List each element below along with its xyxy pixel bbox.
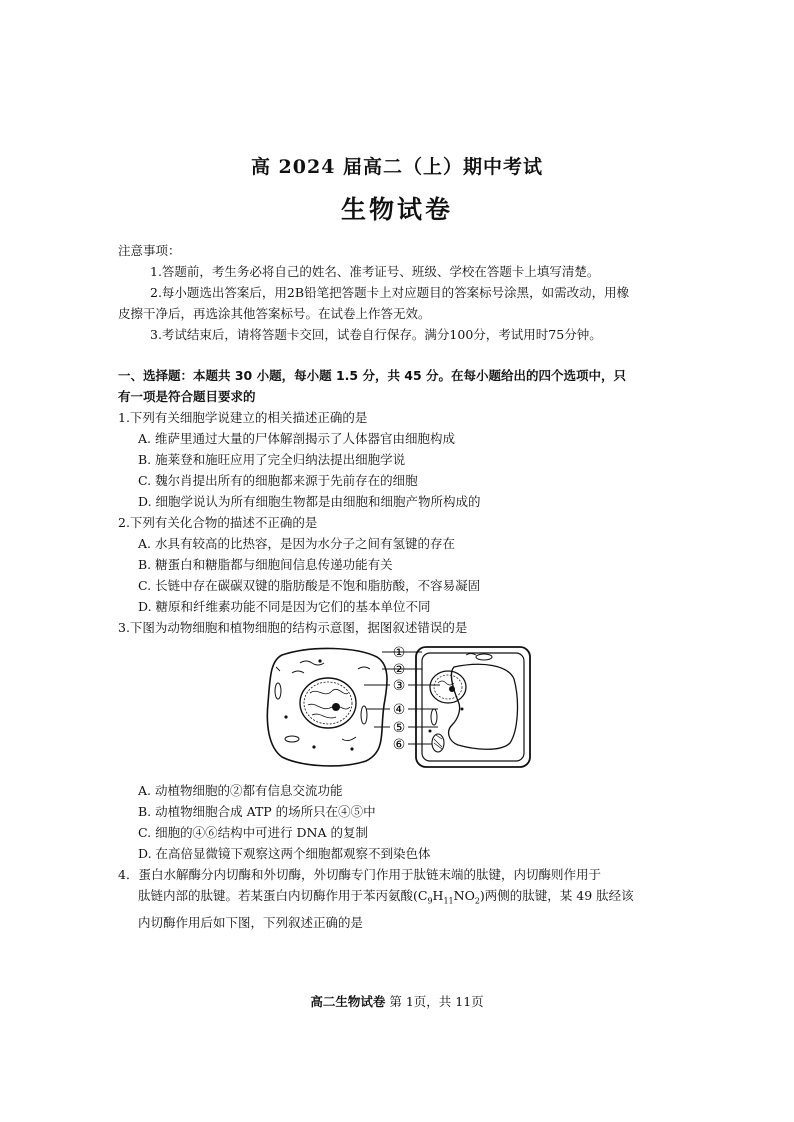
label-4: ④ bbox=[392, 702, 406, 718]
q4-sub-1: 9 bbox=[427, 896, 433, 906]
question-4-line-2 bbox=[118, 885, 678, 912]
question-2-stem: 2.下列有关化合物的描述不正确的是 bbox=[118, 515, 318, 530]
q4-text-b: H bbox=[432, 888, 444, 903]
question-1-option-b: B. 施莱登和施旺应用了完全归纳法提出细胞学说 bbox=[138, 452, 406, 467]
question-2-option-b: B. 糖蛋白和糖脂都与细胞间信息传递功能有关 bbox=[138, 557, 393, 572]
plant-cell bbox=[416, 647, 530, 767]
question-1-option-a: A. 维萨里通过大量的尸体解剖揭示了人体器官由细胞构成 bbox=[138, 431, 455, 446]
instructions-heading: 注意事项： bbox=[118, 243, 181, 258]
label-5: ⑤ bbox=[392, 720, 406, 736]
exam-title: 高 2024 届高二（上）期中考试 bbox=[250, 156, 544, 178]
question-4 bbox=[118, 864, 678, 933]
question-1 bbox=[118, 407, 678, 512]
question-1-stem: 1.下列有关细胞学说建立的相关描述正确的是 bbox=[118, 410, 368, 425]
footer-subject: 高二生物试卷 bbox=[310, 994, 386, 1009]
label-2: ② bbox=[392, 662, 406, 678]
question-3-options bbox=[118, 780, 678, 864]
question-3-option-a: A. 动植物细胞的②都有信息交流功能 bbox=[138, 783, 343, 798]
instruction-3: 3.考试结束后，请将答题卡交回，试卷自行保存。满分100分，考试用时75分钟。 bbox=[150, 327, 602, 342]
page-footer bbox=[0, 992, 794, 1010]
question-2 bbox=[118, 512, 678, 617]
label-3: ③ bbox=[392, 678, 406, 694]
question-1-option-d: D. 细胞学说认为所有细胞生物都是由细胞和细胞产物所构成的 bbox=[138, 494, 481, 509]
footer-page-number: 第 1页，共 11页 bbox=[389, 994, 484, 1009]
question-4-line-3: 内切酶作用后如下图，下列叙述正确的是 bbox=[138, 914, 364, 930]
section-line-1: 一、选择题：本题共 30 小题，每小题 1.5 分，共 45 分。在每小题给出的四个选项中，只 bbox=[118, 368, 627, 383]
instruction-2-cont: 皮擦干净后，再选涂其他答案标号。在试卷上作答无效。 bbox=[118, 306, 431, 321]
question-2-option-a: A. 水具有较高的比热容，是因为水分子之间有氢键的存在 bbox=[138, 536, 455, 551]
question-4-line-1: 4．蛋白水解酶分内切酶和外切酶，外切酶专门作用于肽链末端的肽键，内切酶则作用于 bbox=[118, 867, 601, 882]
question-3-stem: 3.下图为动物细胞和植物细胞的结构示意图，据图叙述错误的是 bbox=[118, 620, 468, 635]
q4-text-a: 肽链内部的肽键。若某蛋白内切酶作用于苯丙氨酸(C bbox=[138, 888, 428, 903]
question-2-option-d: D. 糖原和纤维素功能不同是因为它们的基本单位不同 bbox=[138, 599, 431, 614]
q4-text-d: )两侧的肽键，某 49 肽经该 bbox=[479, 888, 634, 903]
q4-text-c: NO bbox=[453, 888, 475, 903]
question-2-option-c: C. 长链中存在碳碳双键的脂肪酸是不饱和脂肪酸，不容易凝固 bbox=[138, 578, 481, 593]
question-3-option-d: D. 在高倍显微镜下观察这两个细胞都观察不到染色体 bbox=[138, 846, 431, 861]
animal-cell bbox=[267, 648, 387, 766]
instruction-1: 1.答题前，考生务必将自己的姓名、准考证号、班级、学校在答题卡上填写清楚。 bbox=[150, 264, 600, 279]
instruction-2: 2.每小题选出答案后，用2B铅笔把答题卡上对应题目的答案标号涂黑，如需改动，用橡 bbox=[150, 285, 630, 300]
label-6: ⑥ bbox=[392, 737, 406, 753]
section-heading bbox=[118, 365, 678, 407]
diagram-labels bbox=[393, 645, 406, 753]
question-3-option-b: B. 动植物细胞合成 ATP 的场所只在④⑤中 bbox=[138, 804, 376, 819]
question-1-option-c: C. 魏尔肖提出所有的细胞都来源于先前存在的细胞 bbox=[138, 473, 418, 488]
subject-title: 生物试卷 bbox=[340, 195, 453, 224]
q4-sub-2: 11 bbox=[443, 896, 454, 906]
cell-structure-diagram bbox=[262, 643, 534, 771]
question-3-stem-block bbox=[118, 617, 678, 638]
label-1: ① bbox=[392, 645, 406, 661]
question-3-option-c: C. 细胞的④⑥结构中可进行 DNA 的复制 bbox=[138, 825, 368, 840]
section-line-2: 有一项是符合题目要求的 bbox=[118, 389, 256, 404]
q4-sub-3: 2 bbox=[474, 896, 480, 906]
instructions bbox=[118, 240, 678, 345]
